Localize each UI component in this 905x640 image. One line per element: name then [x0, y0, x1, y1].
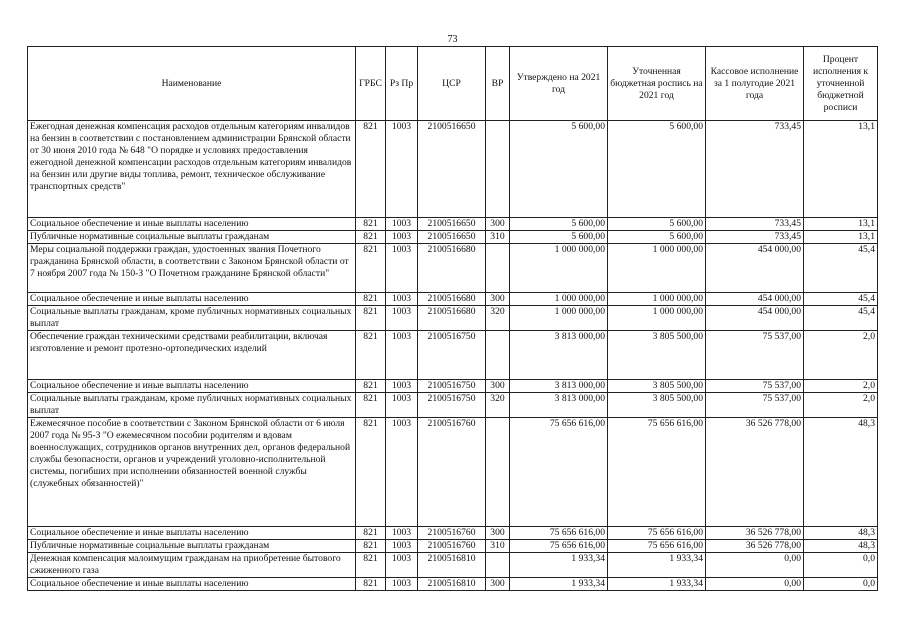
cell-grbs: 821	[356, 578, 386, 591]
cell-percent: 2,0	[804, 393, 878, 418]
cell-grbs: 821	[356, 231, 386, 244]
cell-cash: 454 000,00	[706, 306, 804, 331]
cell-percent: 48,3	[804, 418, 878, 527]
cell-grbs: 821	[356, 380, 386, 393]
cell-csr: 2100516810	[418, 578, 486, 591]
cell-cash: 733,45	[706, 218, 804, 231]
cell-grbs: 821	[356, 393, 386, 418]
table-row	[28, 293, 878, 306]
cell-csr: 2100516760	[418, 540, 486, 553]
cell-revised: 3 805 500,00	[608, 380, 706, 393]
cell-cash: 0,00	[706, 578, 804, 591]
cell-vr	[486, 418, 510, 527]
cell-rzpr: 1003	[386, 121, 418, 218]
table-row	[28, 393, 878, 418]
cell-revised: 75 656 616,00	[608, 527, 706, 540]
cell-percent: 13,1	[804, 121, 878, 218]
cell-csr: 2100516650	[418, 218, 486, 231]
cell-csr: 2100516760	[418, 527, 486, 540]
cell-grbs: 821	[356, 293, 386, 306]
budget-table	[27, 46, 878, 591]
cell-rzpr: 1003	[386, 553, 418, 578]
cell-percent: 2,0	[804, 380, 878, 393]
cell-name: Социальные выплаты гражданам, кроме публичных нормативных социальных выплат	[28, 393, 356, 418]
cell-cash: 75 537,00	[706, 380, 804, 393]
header-csr: ЦСР	[418, 47, 486, 121]
cell-cash: 75 537,00	[706, 393, 804, 418]
cell-revised: 5 600,00	[608, 218, 706, 231]
cell-rzpr: 1003	[386, 306, 418, 331]
cell-approved: 3 813 000,00	[510, 380, 608, 393]
cell-csr: 2100516650	[418, 121, 486, 218]
table-row	[28, 231, 878, 244]
cell-percent: 2,0	[804, 331, 878, 380]
table-row	[28, 218, 878, 231]
cell-csr: 2100516680	[418, 306, 486, 331]
cell-vr	[486, 244, 510, 293]
cell-percent: 45,4	[804, 293, 878, 306]
cell-name: Публичные нормативные социальные выплаты гражданам	[28, 540, 356, 553]
cell-grbs: 821	[356, 244, 386, 293]
cell-revised: 75 656 616,00	[608, 540, 706, 553]
cell-percent: 48,3	[804, 527, 878, 540]
header-rzpr: Рз Пр	[386, 47, 418, 121]
cell-rzpr: 1003	[386, 231, 418, 244]
table-row	[28, 244, 878, 293]
cell-name: Ежемесячное пособие в соответствии с Законом Брянской области от 6 июля 2007 года № 95-З "О ежемесячном пособии родителям и вдовам военнослужащих, сотрудников органов внутренних дел, органов федеральной службы безопасности, органов и учреждений уголовно-исполнительной системы, погибших при исполнении обязанностей военной службы (служебных обязанностей)"	[28, 418, 356, 527]
cell-percent: 48,3	[804, 540, 878, 553]
cell-approved: 1 933,34	[510, 578, 608, 591]
cell-name: Социальные выплаты гражданам, кроме публичных нормативных социальных выплат	[28, 306, 356, 331]
cell-rzpr: 1003	[386, 244, 418, 293]
cell-revised: 5 600,00	[608, 231, 706, 244]
table-row	[28, 306, 878, 331]
cell-csr: 2100516680	[418, 293, 486, 306]
cell-revised: 1 933,34	[608, 553, 706, 578]
cell-grbs: 821	[356, 527, 386, 540]
cell-name: Социальное обеспечение и иные выплаты населению	[28, 527, 356, 540]
cell-revised: 3 805 500,00	[608, 331, 706, 380]
cell-approved: 75 656 616,00	[510, 527, 608, 540]
table-row	[28, 121, 878, 218]
table-row	[28, 553, 878, 578]
cell-csr: 2100516810	[418, 553, 486, 578]
header-row	[28, 47, 878, 121]
cell-revised: 1 000 000,00	[608, 306, 706, 331]
cell-vr	[486, 121, 510, 218]
header-approved: Утверждено на 2021 год	[510, 47, 608, 121]
cell-csr: 2100516680	[418, 244, 486, 293]
cell-vr: 300	[486, 218, 510, 231]
cell-rzpr: 1003	[386, 331, 418, 380]
cell-percent: 13,1	[804, 231, 878, 244]
cell-csr: 2100516760	[418, 418, 486, 527]
cell-grbs: 821	[356, 331, 386, 380]
cell-cash: 36 526 778,00	[706, 527, 804, 540]
cell-rzpr: 1003	[386, 218, 418, 231]
cell-approved: 1 000 000,00	[510, 244, 608, 293]
cell-rzpr: 1003	[386, 540, 418, 553]
table-row	[28, 527, 878, 540]
cell-name: Социальное обеспечение и иные выплаты населению	[28, 218, 356, 231]
table-row	[28, 578, 878, 591]
header-percent: Процент исполнения к уточненной бюджетной росписи	[804, 47, 878, 121]
cell-approved: 5 600,00	[510, 218, 608, 231]
cell-approved: 1 000 000,00	[510, 293, 608, 306]
cell-revised: 1 933,34	[608, 578, 706, 591]
table-row	[28, 380, 878, 393]
cell-vr	[486, 331, 510, 380]
cell-revised: 5 600,00	[608, 121, 706, 218]
cell-grbs: 821	[356, 553, 386, 578]
cell-name: Публичные нормативные социальные выплаты гражданам	[28, 231, 356, 244]
cell-csr: 2100516650	[418, 231, 486, 244]
cell-name: Социальное обеспечение и иные выплаты населению	[28, 293, 356, 306]
table-row	[28, 418, 878, 527]
cell-cash: 733,45	[706, 231, 804, 244]
cell-revised: 1 000 000,00	[608, 244, 706, 293]
cell-approved: 75 656 616,00	[510, 418, 608, 527]
cell-vr: 300	[486, 578, 510, 591]
cell-grbs: 821	[356, 540, 386, 553]
cell-rzpr: 1003	[386, 293, 418, 306]
cell-name: Денежная компенсация малоимущим гражданам на приобретение бытового сжиженного газа	[28, 553, 356, 578]
header-vr: ВР	[486, 47, 510, 121]
cell-vr: 310	[486, 231, 510, 244]
cell-vr: 320	[486, 393, 510, 418]
header-cash: Кассовое исполнение за 1 полугодие 2021 года	[706, 47, 804, 121]
cell-rzpr: 1003	[386, 380, 418, 393]
cell-revised: 3 805 500,00	[608, 393, 706, 418]
cell-percent: 13,1	[804, 218, 878, 231]
cell-revised: 75 656 616,00	[608, 418, 706, 527]
cell-name: Социальное обеспечение и иные выплаты населению	[28, 380, 356, 393]
cell-approved: 1 000 000,00	[510, 306, 608, 331]
cell-cash: 733,45	[706, 121, 804, 218]
cell-percent: 45,4	[804, 244, 878, 293]
cell-grbs: 821	[356, 306, 386, 331]
cell-cash: 454 000,00	[706, 293, 804, 306]
cell-vr: 300	[486, 527, 510, 540]
cell-rzpr: 1003	[386, 578, 418, 591]
cell-vr: 310	[486, 540, 510, 553]
cell-name: Обеспечение граждан техническими средствами реабилитации, включая изготовление и ремонт протезно-ортопедических изделий	[28, 331, 356, 380]
cell-approved: 75 656 616,00	[510, 540, 608, 553]
cell-grbs: 821	[356, 121, 386, 218]
header-grbs: ГРБС	[356, 47, 386, 121]
cell-percent: 0,0	[804, 578, 878, 591]
cell-grbs: 821	[356, 418, 386, 527]
cell-percent: 45,4	[804, 306, 878, 331]
cell-rzpr: 1003	[386, 393, 418, 418]
cell-cash: 36 526 778,00	[706, 540, 804, 553]
cell-vr	[486, 553, 510, 578]
page-number: 73	[447, 34, 458, 45]
cell-approved: 1 933,34	[510, 553, 608, 578]
cell-percent: 0,0	[804, 553, 878, 578]
cell-cash: 0,00	[706, 553, 804, 578]
cell-name: Ежегодная денежная компенсация расходов отдельным категориям инвалидов на бензин в соответствии с постановлением администрации Брянской области от 30 июня 2010 года № 648 "О порядке и условиях предоставления ежегодной денежной компенсации расходов отдельным категориям инвалидов на бензин или другие виды топлива, ремонт, техническое обслуживание транспортных средств"	[28, 121, 356, 218]
cell-approved: 5 600,00	[510, 231, 608, 244]
cell-vr: 300	[486, 380, 510, 393]
cell-cash: 454 000,00	[706, 244, 804, 293]
header-revised: Уточненная бюджетная роспись на 2021 год	[608, 47, 706, 121]
cell-grbs: 821	[356, 218, 386, 231]
cell-cash: 36 526 778,00	[706, 418, 804, 527]
cell-name: Меры социальной поддержки граждан, удостоенных звания Почетного гражданина Брянской области, в соответствии с Законом Брянской области от 7 ноября 2007 года № 150-З "О Почетном гражданине Брянской области"	[28, 244, 356, 293]
cell-rzpr: 1003	[386, 418, 418, 527]
cell-approved: 5 600,00	[510, 121, 608, 218]
cell-approved: 3 813 000,00	[510, 393, 608, 418]
cell-cash: 75 537,00	[706, 331, 804, 380]
cell-name: Социальное обеспечение и иные выплаты населению	[28, 578, 356, 591]
cell-vr: 320	[486, 306, 510, 331]
table-row	[28, 540, 878, 553]
cell-approved: 3 813 000,00	[510, 331, 608, 380]
cell-revised: 1 000 000,00	[608, 293, 706, 306]
cell-csr: 2100516750	[418, 393, 486, 418]
cell-csr: 2100516750	[418, 331, 486, 380]
table-row	[28, 331, 878, 380]
header-name: Наименование	[28, 47, 356, 121]
cell-csr: 2100516750	[418, 380, 486, 393]
cell-rzpr: 1003	[386, 527, 418, 540]
cell-vr: 300	[486, 293, 510, 306]
